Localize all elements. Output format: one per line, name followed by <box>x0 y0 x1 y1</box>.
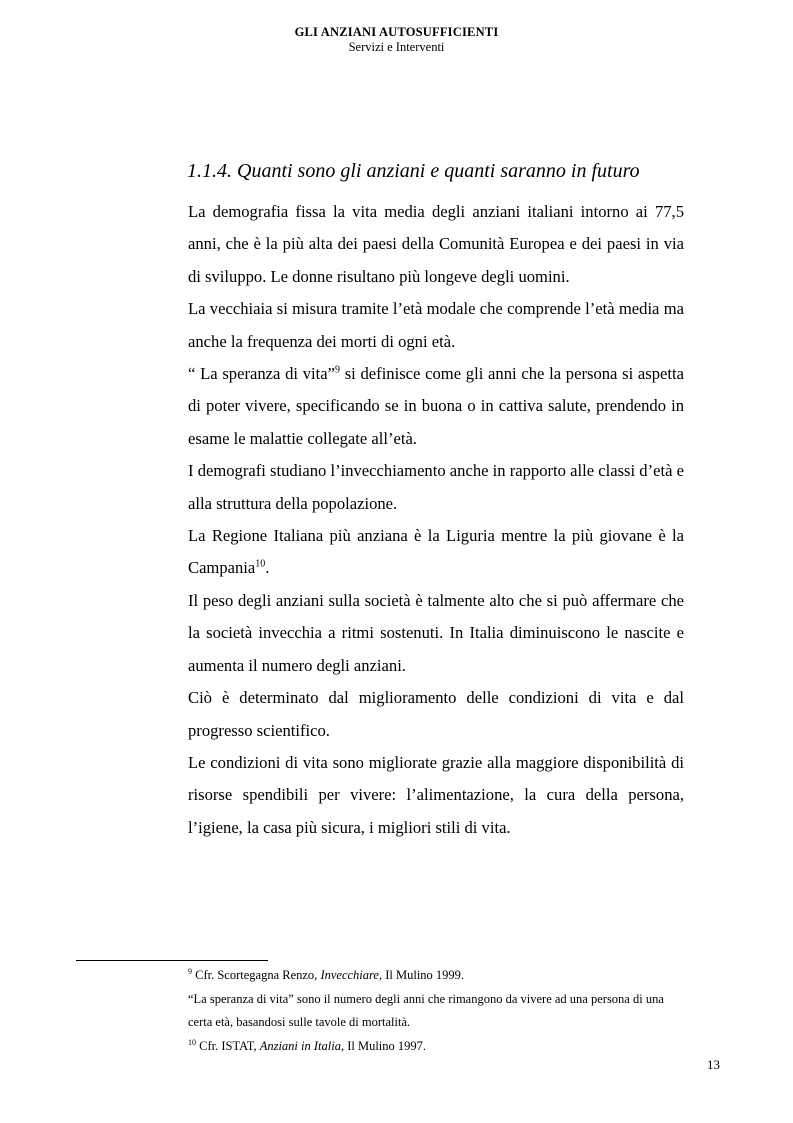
paragraph-5-text: La Regione Italiana più anziana è la Liguria mentre la più giovane è la Campania <box>188 526 684 578</box>
footnote-10-number: 10 <box>188 1037 196 1047</box>
paragraph-3-text: si definisce come gli anni che la persona si aspetta di poter vivere, specificando se in buona o in cattiva salute, prendendo in esame le malattie collegate all’età. <box>188 364 684 448</box>
paragraph-8: Le condizioni di vita sono migliorate grazie alla maggiore disponibilità di risorse spendibili per vivere: l’alimentazione, la cura della persona, l’igiene, la casa più sicura, i migliori stili di vita. <box>188 752 684 837</box>
paragraph-3-quote: “ La speranza di vita” <box>188 364 335 384</box>
footnote-ref-9[interactable]: 9 <box>334 364 340 376</box>
footnote-9-title: Invecchiare <box>320 968 379 982</box>
paragraph-3 <box>188 358 684 455</box>
paragraph-7: Ciò è determinato dal miglioramento delle condizioni di vita e dal progresso scientifico. <box>188 688 684 740</box>
running-header <box>0 24 793 54</box>
footnote-10-title: Anziani in Italia <box>259 1038 341 1053</box>
footnote-9-pre: Cfr. Scortegagna Renzo, <box>192 968 321 982</box>
footnote-9-number: 9 <box>188 966 192 976</box>
header-title: GLI ANZIANI AUTOSUFFICIENTI <box>294 25 499 39</box>
footnote-9-text: “La speranza di vita” sono il numero degli anni che rimangono da vivere ad una persona di una certa età, basandosi sulle tavole di mortalità. <box>188 991 664 1029</box>
footnote-10-pre: Cfr. ISTAT, <box>196 1038 260 1053</box>
body-text <box>188 196 684 844</box>
header-subtitle: Servizi e Interventi <box>348 40 445 54</box>
paragraph-6: Il peso degli anziani sulla società è talmente alto che si può affermare che la società invecchia a ritmi sostenuti. In Italia diminuiscono le nascite e aumenta il numero degli anziani. <box>188 590 684 675</box>
footnote-9-post: , Il Mulino 1999. <box>378 968 465 982</box>
paragraph-4: I demografi studiano l’invecchiamento anche in rapporto alle classi d’età e alla struttura della popolazione. <box>188 461 684 513</box>
footnotes <box>188 964 688 1058</box>
footnote-10-post: , Il Mulino 1997. <box>340 1038 427 1053</box>
footnote-9 <box>188 964 688 988</box>
paragraph-5-end: . <box>265 558 270 578</box>
section-title: 1.1.4. Quanti sono gli anziani e quanti saranno in futuro <box>187 160 640 182</box>
paragraph-2: La vecchiaia si misura tramite l’età modale che comprende l’età media ma anche la frequenza dei morti di ogni età. <box>188 299 684 351</box>
footnote-separator <box>76 960 268 961</box>
footnote-ref-10[interactable]: 10 <box>255 558 266 570</box>
paragraph-1: La demografia fissa la vita media degli anziani italiani intorno ai 77,5 anni, che è la più alta dei paesi della Comunità Europea e dei paesi in via di sviluppo. Le donne risultano più longeve degli uomini. <box>188 202 684 286</box>
paragraph-5 <box>188 520 684 585</box>
footnote-10 <box>188 1035 688 1059</box>
page-number: 13 <box>707 1057 720 1072</box>
